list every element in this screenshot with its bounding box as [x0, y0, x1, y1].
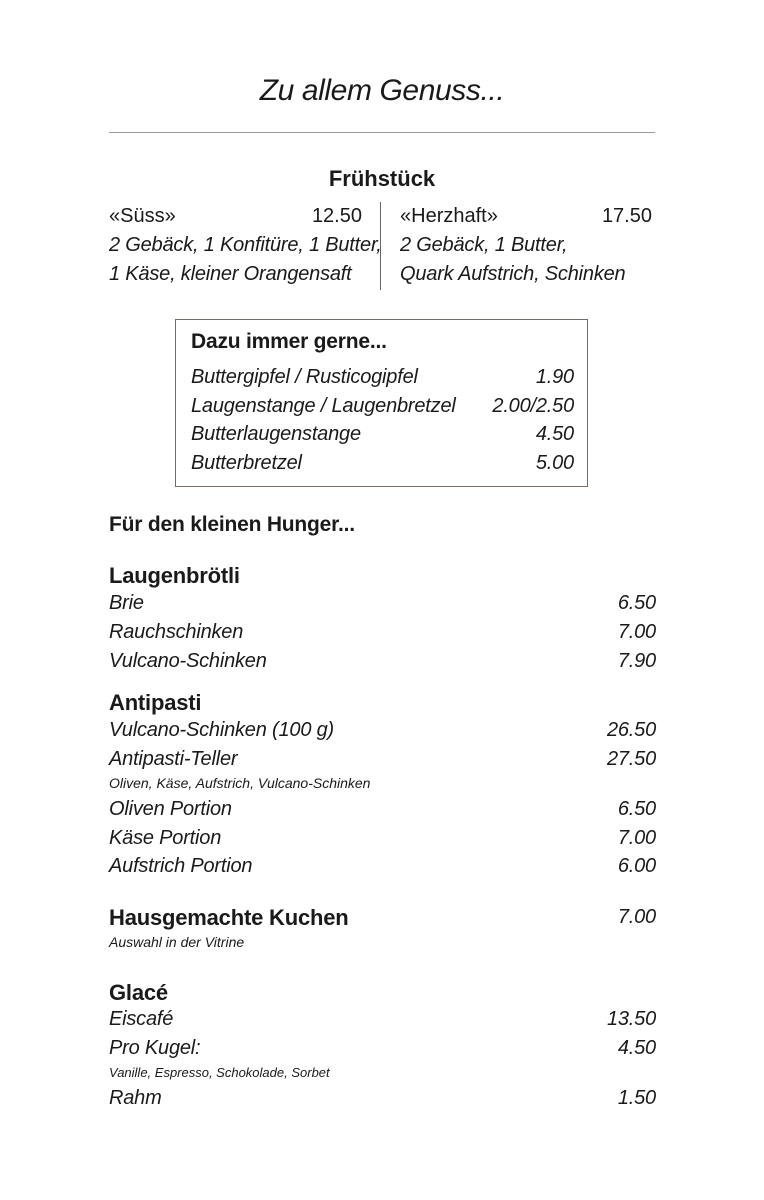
dazu-item-name: Butterlaugenstange	[191, 423, 361, 445]
menu-item-price: 6.00	[617, 855, 656, 877]
dazu-item-name: Buttergipfel / Rusticogipfel	[191, 366, 418, 388]
dazu-item-price: 4.50	[535, 423, 574, 445]
menu-item-name: Aufstrich Portion	[109, 855, 253, 877]
menu-item-price: 27.50	[606, 748, 656, 770]
dazu-heading: Dazu immer gerne...	[191, 330, 387, 353]
menu-item-price: 6.50	[617, 592, 656, 614]
menu-item-name: Antipasti-Teller	[109, 748, 238, 770]
menu-item-name: Oliven Portion	[109, 798, 232, 820]
dazu-item-name: Laugenstange / Laugenbretzel	[191, 395, 456, 417]
menu-item	[109, 1037, 656, 1060]
menu-item-name: Käse Portion	[109, 827, 222, 849]
suess-name: «Süss»	[109, 205, 176, 227]
menu-item-name: Rauchschinken	[109, 621, 244, 643]
menu-item-name: Rahm	[109, 1087, 162, 1109]
kuchen-heading: Hausgemachte Kuchen	[109, 905, 349, 930]
menu-item	[109, 1087, 656, 1110]
menu-item-name: Eiscafé	[109, 1008, 174, 1030]
title-divider	[109, 132, 655, 133]
menu-item	[109, 650, 656, 673]
kuchen-price: 7.00	[617, 906, 656, 928]
herzhaft-desc-line1: 2 Gebäck, 1 Butter,	[400, 234, 568, 256]
menu-item-price: 7.00	[617, 621, 656, 643]
menu-item	[109, 719, 656, 742]
fruehstueck-divider	[380, 202, 381, 290]
menu-item	[109, 592, 656, 615]
menu-item-price: 1.50	[617, 1087, 656, 1109]
menu-item-name: Vulcano-Schinken	[109, 650, 267, 672]
menu-item-price: 7.00	[617, 827, 656, 849]
dazu-item-name: Butterbretzel	[191, 452, 302, 474]
antipasti-heading: Antipasti	[109, 690, 202, 715]
menu-item-price: 7.90	[617, 650, 656, 672]
menu-item	[109, 798, 656, 821]
page-title: Zu allem Genuss...	[259, 74, 505, 107]
dazu-item	[191, 452, 574, 475]
glace-heading: Glacé	[109, 980, 168, 1005]
menu-item-name: Brie	[109, 592, 144, 614]
dazu-item-price: 1.90	[535, 366, 574, 388]
dazu-item-price: 5.00	[535, 452, 574, 474]
dazu-item	[191, 395, 574, 418]
menu-item	[109, 855, 656, 878]
menu-item	[109, 621, 656, 644]
menu-item-price: 26.50	[606, 719, 656, 741]
menu-item-note: Oliven, Käse, Aufstrich, Vulcano-Schinken	[109, 775, 371, 791]
menu-item	[109, 1008, 656, 1031]
dazu-item	[191, 423, 574, 446]
menu-item	[109, 827, 656, 850]
suess-price: 12.50	[311, 205, 362, 227]
herzhaft-price: 17.50	[601, 205, 652, 227]
herzhaft-desc-line2: Quark Aufstrich, Schinken	[400, 263, 626, 285]
menu-item-name: Vulcano-Schinken (100 g)	[109, 719, 334, 741]
dazu-item-price: 2.00/2.50	[492, 395, 574, 417]
menu-item-price: 6.50	[617, 798, 656, 820]
menu-item	[109, 748, 656, 771]
kuchen-note: Auswahl in der Vitrine	[109, 934, 245, 950]
laugenbroetli-heading: Laugenbrötli	[109, 563, 240, 588]
menu-item-name: Pro Kugel:	[109, 1037, 201, 1059]
menu-item-note: Vanille, Espresso, Schokolade, Sorbet	[109, 1065, 330, 1080]
suess-desc-line2: 1 Käse, kleiner Orangensaft	[109, 263, 352, 285]
fruehstueck-heading: Frühstück	[328, 166, 436, 191]
hunger-heading: Für den kleinen Hunger...	[109, 513, 355, 536]
herzhaft-name: «Herzhaft»	[400, 205, 498, 227]
menu-item-price: 4.50	[617, 1037, 656, 1059]
dazu-item	[191, 366, 574, 389]
suess-desc-line1: 2 Gebäck, 1 Konfitüre, 1 Butter,	[109, 234, 382, 256]
menu-item-price: 13.50	[606, 1008, 656, 1030]
